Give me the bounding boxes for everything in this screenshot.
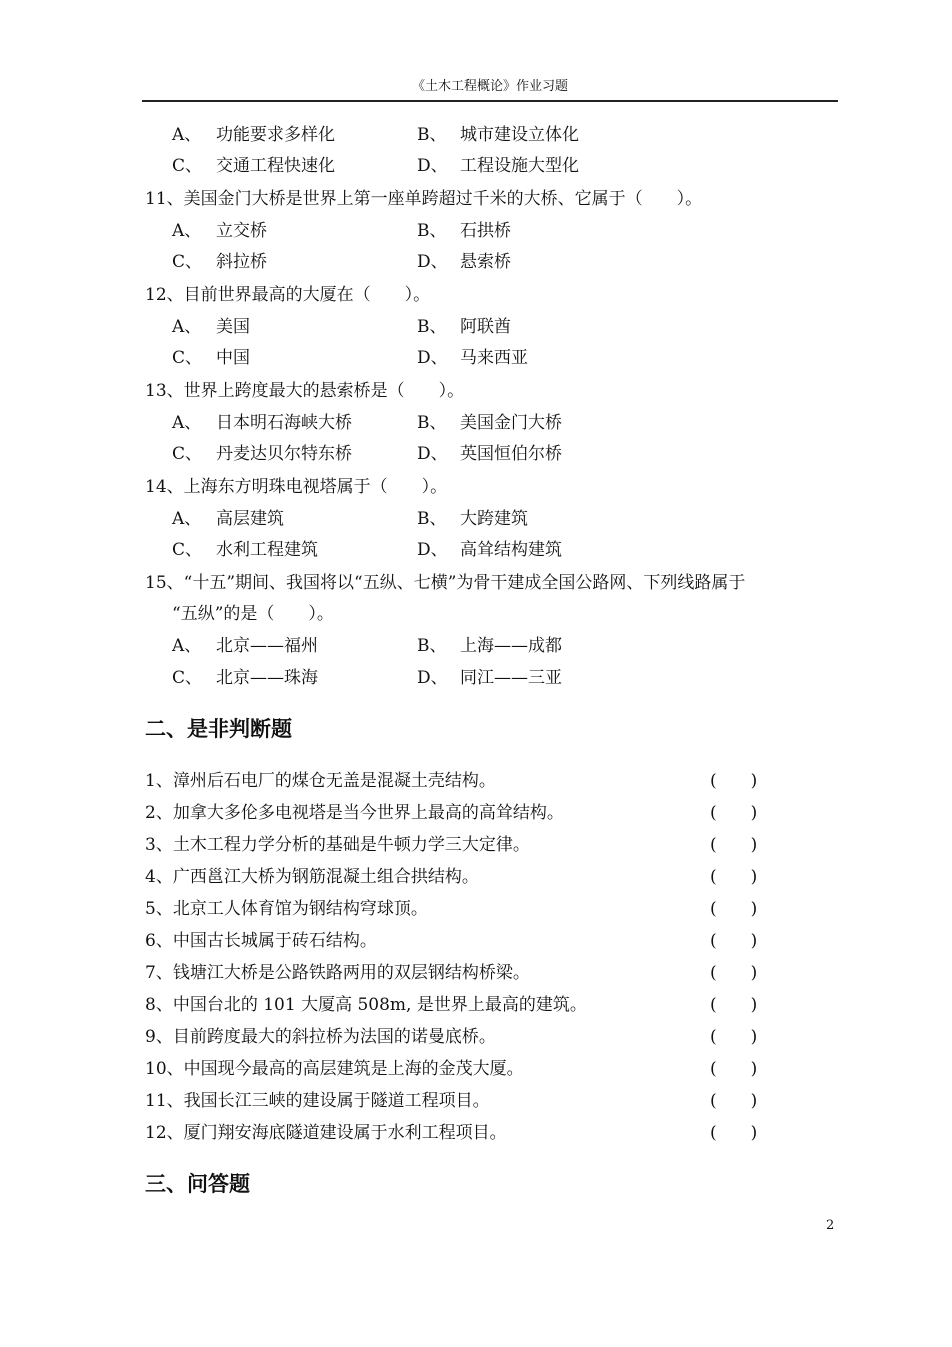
option-letter: B、 [417, 317, 447, 337]
option-letter: D、 [417, 668, 448, 688]
option-text: 大跨建筑 [460, 509, 528, 529]
answer-blank: ( ) [710, 995, 758, 1015]
answer-blank: ( ) [710, 1123, 758, 1143]
option-text: 石拱桥 [460, 221, 511, 241]
option-letter: A、 [172, 413, 202, 433]
answer-blank: ( ) [710, 1027, 758, 1047]
option-text: 高耸结构建筑 [460, 540, 562, 560]
option-letter: B、 [417, 125, 447, 145]
option-text: 美国 [216, 317, 250, 337]
option-letter: D、 [417, 348, 448, 368]
answer-blank: ( ) [710, 835, 758, 855]
statement-text: 3、土木工程力学分析的基础是牛顿力学三大定律。 [145, 835, 530, 855]
option-letter: D、 [417, 540, 448, 560]
header-divider [142, 100, 838, 102]
option-text: 工程设施大型化 [460, 156, 579, 176]
option-letter: D、 [417, 444, 448, 464]
option-text: 阿联酋 [460, 317, 511, 337]
statement-text: 5、北京工人体育馆为钢结构穹球顶。 [145, 899, 428, 919]
option-text: 日本明石海峡大桥 [216, 413, 352, 433]
option-text: 高层建筑 [216, 509, 284, 529]
option-text: 斜拉桥 [216, 252, 267, 272]
option-text: 功能要求多样化 [216, 125, 335, 145]
option-letter: D、 [417, 252, 448, 272]
option-letter: C、 [172, 668, 203, 688]
option-letter: C、 [172, 252, 203, 272]
answer-blank: ( ) [710, 963, 758, 983]
statement-text: 10、中国现今最高的高层建筑是上海的金茂大厦。 [145, 1059, 524, 1079]
option-letter: C、 [172, 348, 203, 368]
question-text: 13、世界上跨度最大的悬索桥是（ ）。 [145, 381, 465, 401]
option-text: 交通工程快速化 [216, 156, 335, 176]
answer-blank: ( ) [710, 1059, 758, 1079]
option-text: 城市建设立体化 [460, 125, 579, 145]
question-text-continued: “五纵”的是（ ）。 [172, 604, 334, 624]
question-text: 15、“十五”期间、我国将以“五纵、七横”为骨干建成全国公路网、下列线路属于 [145, 573, 746, 593]
answer-blank: ( ) [710, 803, 758, 823]
option-text: 丹麦达贝尔特东桥 [216, 444, 352, 464]
option-text: 上海——成都 [460, 636, 562, 656]
page-number: 2 [826, 1218, 835, 1233]
header-title: 《土木工程概论》作业习题 [411, 79, 568, 94]
answer-blank: ( ) [710, 931, 758, 951]
option-text: 马来西亚 [460, 348, 528, 368]
option-text: 立交桥 [216, 221, 267, 241]
option-letter: C、 [172, 156, 203, 176]
statement-text: 8、中国台北的 101 大厦高 508m, 是世界上最高的建筑。 [145, 995, 587, 1015]
question-text: 14、上海东方明珠电视塔属于（ ）。 [145, 477, 448, 497]
statement-text: 11、我国长江三峡的建设属于隧道工程项目。 [145, 1091, 490, 1111]
option-letter: B、 [417, 636, 447, 656]
question-text: 12、目前世界最高的大厦在（ ）。 [145, 285, 431, 305]
answer-blank: ( ) [710, 867, 758, 887]
option-text: 同江——三亚 [460, 668, 562, 688]
option-text: 英国恒伯尔桥 [460, 444, 562, 464]
statement-text: 2、加拿大多伦多电视塔是当今世界上最高的高耸结构。 [145, 803, 564, 823]
section-title: 三、问答题 [145, 1171, 250, 1196]
option-letter: A、 [172, 636, 202, 656]
option-letter: A、 [172, 317, 202, 337]
option-text: 美国金门大桥 [460, 413, 562, 433]
statement-text: 7、钱塘江大桥是公路铁路两用的双层钢结构桥梁。 [145, 963, 530, 983]
option-letter: D、 [417, 156, 448, 176]
option-letter: C、 [172, 444, 203, 464]
statement-text: 6、中国古长城属于砖石结构。 [145, 931, 377, 951]
option-text: 北京——珠海 [216, 668, 318, 688]
answer-blank: ( ) [710, 1091, 758, 1111]
option-text: 北京——福州 [216, 636, 318, 656]
answer-blank: ( ) [710, 771, 758, 791]
option-letter: A、 [172, 509, 202, 529]
option-letter: B、 [417, 413, 447, 433]
option-letter: B、 [417, 221, 447, 241]
option-letter: C、 [172, 540, 203, 560]
section-title: 二、是非判断题 [145, 716, 292, 741]
answer-blank: ( ) [710, 899, 758, 919]
statement-text: 9、目前跨度最大的斜拉桥为法国的诺曼底桥。 [145, 1027, 496, 1047]
statement-text: 4、广西邕江大桥为钢筋混凝土组合拱结构。 [145, 867, 479, 887]
option-text: 悬索桥 [460, 252, 511, 272]
option-text: 中国 [216, 348, 250, 368]
statement-text: 12、厦门翔安海底隧道建设属于水利工程项目。 [145, 1123, 507, 1143]
question-text: 11、美国金门大桥是世界上第一座单跨超过千米的大桥、它属于（ ）。 [145, 189, 703, 209]
option-text: 水利工程建筑 [216, 540, 318, 560]
statement-text: 1、漳州后石电厂的煤仓无盖是混凝土壳结构。 [145, 771, 496, 791]
option-letter: A、 [172, 125, 202, 145]
option-letter: A、 [172, 221, 202, 241]
option-letter: B、 [417, 509, 447, 529]
